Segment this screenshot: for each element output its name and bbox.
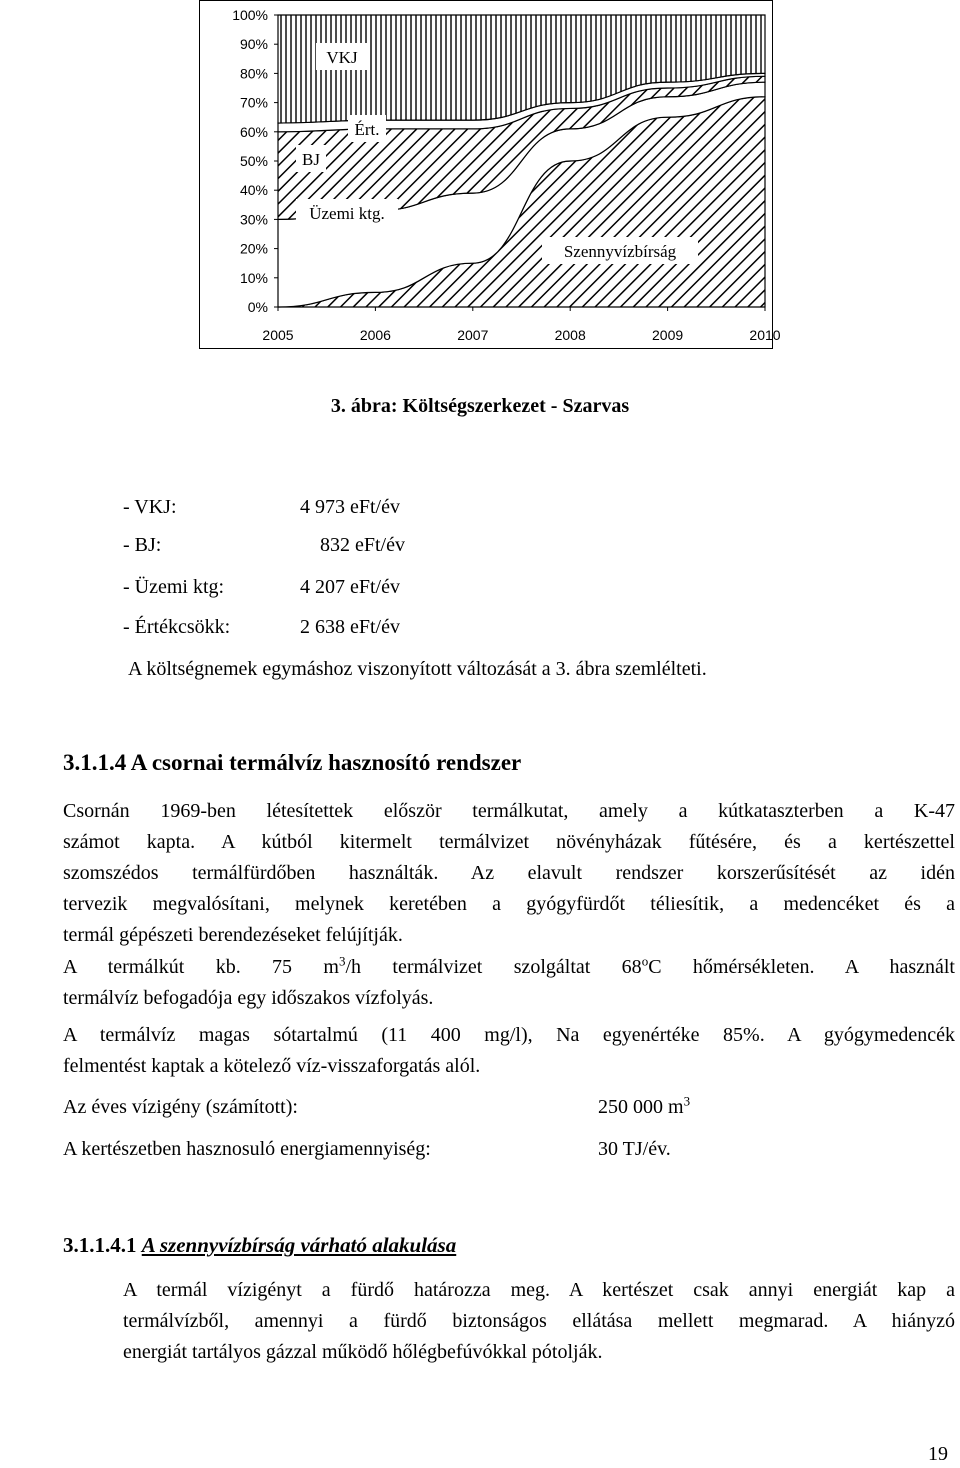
y-tick-label: 70%	[239, 94, 268, 111]
series-label-text: Üzemi ktg.	[309, 204, 385, 223]
paragraph-csorna	[63, 796, 955, 951]
text-line: felmentést kaptak a kötelező víz-visszaforgatás alól.	[63, 1055, 481, 1077]
series-label-text: VKJ	[326, 48, 358, 67]
y-tick-label: 80%	[239, 65, 268, 82]
text-line: Csornán 1969-ben létesítettek először termálkutat, amely a kútkataszterben a K-47	[63, 800, 955, 822]
superscript: 3	[338, 953, 346, 969]
series-label-szenny	[542, 237, 698, 264]
cost-label: - Értékcsökk:	[123, 616, 231, 638]
y-tick-label: 100%	[232, 7, 268, 23]
text-line: termál gépészeti berendezéseket felújítják.	[63, 924, 403, 946]
text-line: A termál vízigényt a fürdő határozza meg. A kertészet csak annyi energiát kap a	[123, 1279, 955, 1301]
y-tick-label: 0%	[247, 299, 268, 315]
series-label-bj	[296, 145, 326, 172]
y-tick-label: 90%	[239, 36, 268, 53]
text-part: A termálkút kb. 75 m	[63, 956, 339, 978]
cost-label: - VKJ:	[123, 496, 177, 518]
text-line: szomszédos termálfürdőben használták. Az elavult rendszer korszerűsítését az idén	[63, 862, 955, 884]
subsection-title: A szennyvízbírság várható alakulása	[141, 1233, 457, 1257]
x-tick-label: 2005	[262, 327, 294, 343]
page-number: 19	[928, 1443, 948, 1465]
x-tick-label: 2008	[554, 327, 586, 343]
superscript: 3	[683, 1093, 691, 1109]
y-tick-label: 10%	[239, 269, 268, 286]
text-line: tervezik megvalósítani, melynek keretében a gyógyfürdőt téliesítik, a medencéket és a	[63, 893, 955, 915]
paragraph-salt	[63, 1020, 955, 1082]
y-tick-label: 50%	[239, 153, 268, 169]
text-part: /h termálvizet szolgáltat 68	[345, 956, 642, 978]
x-tick-label: 2006	[359, 327, 391, 343]
energy-label: A kertészetben hasznosuló energiamennyiség:	[63, 1138, 431, 1160]
x-tick-label: 2009	[652, 327, 684, 343]
y-tick-label: 20%	[239, 240, 268, 257]
figure-caption: 3. ábra: Költségszerkezet - Szarvas	[330, 395, 630, 417]
text-line	[63, 952, 955, 983]
section-heading: 3.1.1.4 A csornai termálvíz hasznosító rendszer	[63, 750, 522, 775]
series-label-text: Szennyvízbírság	[563, 242, 677, 261]
subsection-heading	[63, 1233, 456, 1258]
cost-value: 4 207 eFt/év	[300, 576, 400, 598]
x-tick-label: 2007	[457, 327, 489, 343]
y-tick-label: 30%	[239, 211, 268, 228]
summary-line: A költségnemek egymáshoz viszonyított változását a 3. ábra szemlélteti.	[128, 658, 707, 680]
chart-svg	[200, 1, 781, 350]
cost-value: 4 973 eFt/év	[300, 496, 400, 518]
series-label-ert	[348, 115, 386, 142]
paragraph-well	[63, 952, 955, 1014]
y-tick-label: 40%	[239, 182, 268, 199]
x-tick-label: 2010	[749, 327, 781, 343]
series-label-text: BJ	[302, 150, 320, 169]
text-line: A termálvíz magas sótartalmú (11 400 mg/l), Na egyenértéke 85%. A gyógymedencék	[63, 1024, 955, 1046]
cost-value: 832 eFt/év	[320, 534, 405, 556]
paragraph-fee	[123, 1275, 955, 1368]
subsection-number: 3.1.1.4.1	[63, 1233, 137, 1257]
cost-label: - Üzemi ktg:	[123, 576, 225, 598]
y-tick-label: 60%	[239, 123, 268, 140]
text-line: termálvíz befogadója egy időszakos vízfolyás.	[63, 987, 434, 1009]
text-line: energiát tartályos gázzal működő hőlégbefúvókkal pótolják.	[123, 1341, 603, 1363]
text-line: termálvízből, amennyi a fürdő biztonságos ellátása mellett megmarad. A hiányzó	[123, 1310, 955, 1332]
text-line: számot kapta. A kútból kitermelt termálvizet növényházak fűtésére, és a kertészettel	[63, 831, 955, 853]
cost-value: 2 638 eFt/év	[300, 616, 400, 638]
cost-structure-chart	[199, 0, 781, 349]
energy-value: 30 TJ/év.	[598, 1138, 671, 1160]
value-text: 250 000 m	[598, 1096, 684, 1118]
water-demand-value	[598, 1094, 690, 1120]
series-label-vkj	[316, 43, 368, 70]
series-label-text: Ért.	[354, 120, 380, 139]
water-demand-label: Az éves vízigény (számított):	[63, 1096, 298, 1118]
superscript: o	[641, 953, 649, 969]
series-label-uzemi	[296, 199, 398, 226]
text-part: C hőmérsékleten. A használt	[648, 956, 955, 978]
cost-label: - BJ:	[123, 534, 162, 556]
